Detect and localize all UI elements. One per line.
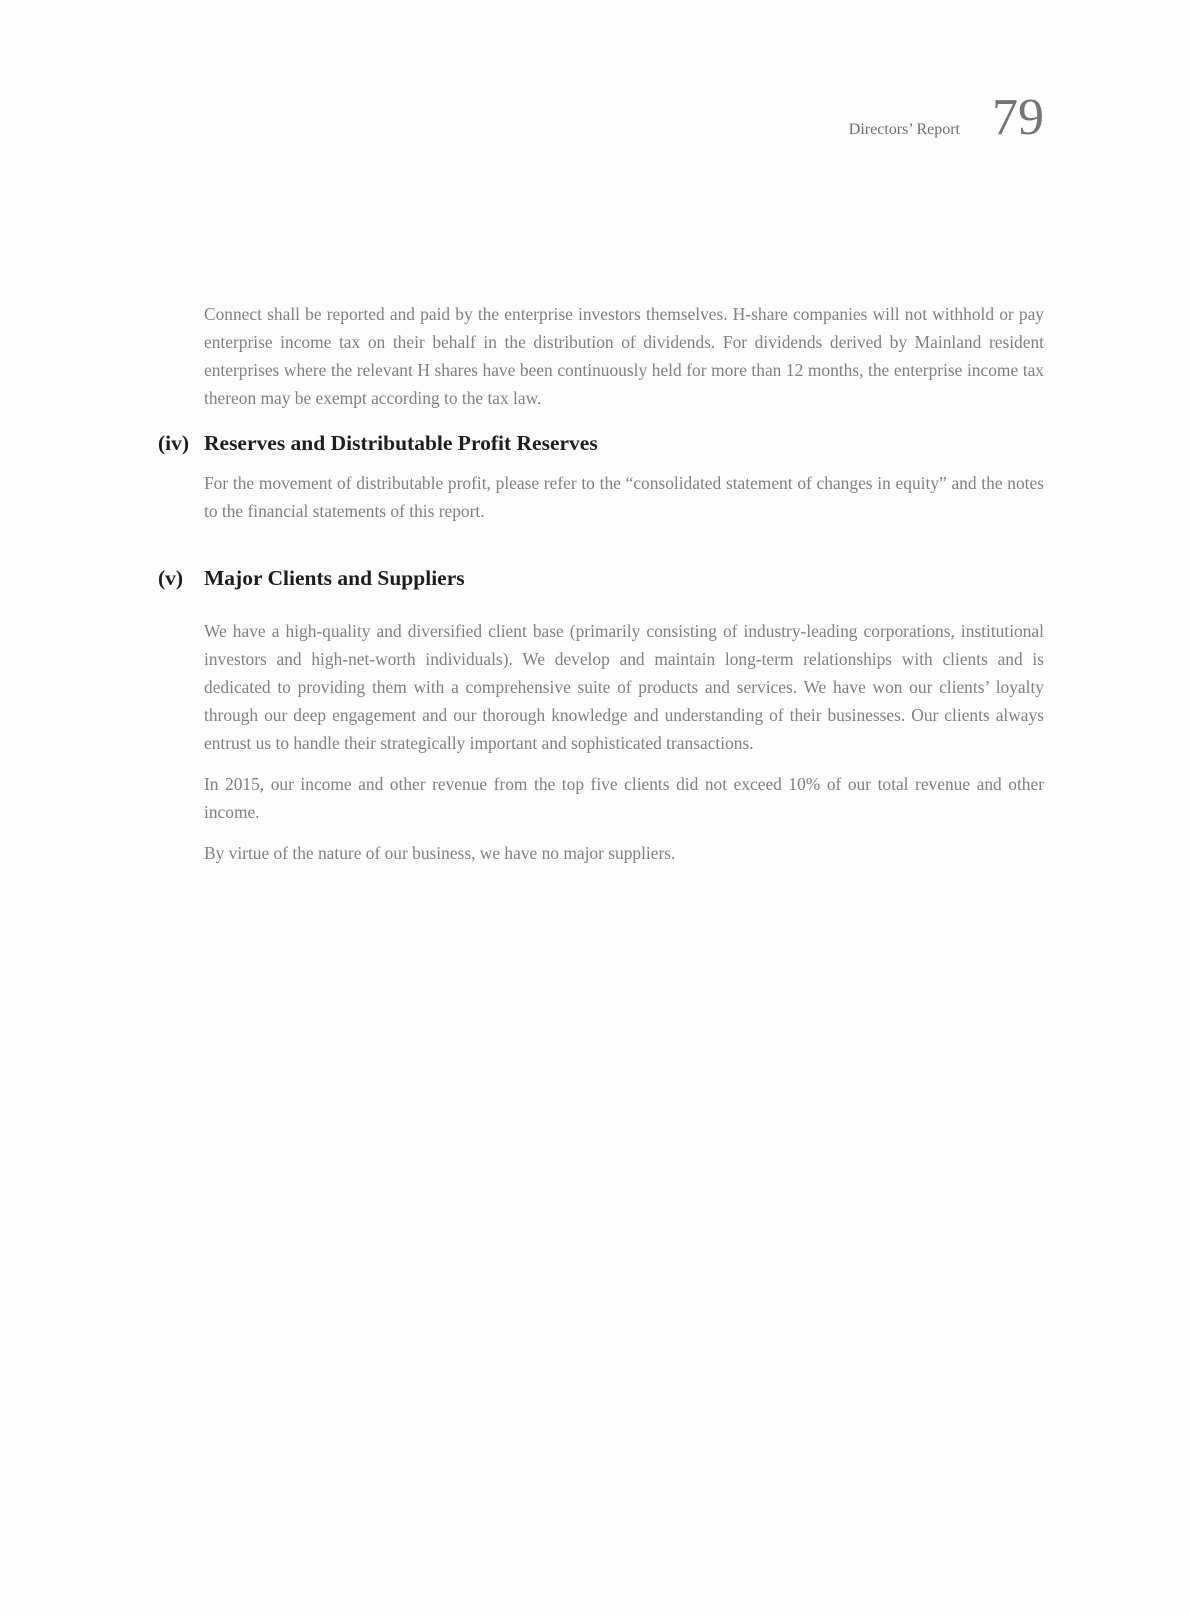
page-header — [848, 89, 1044, 146]
section-v-paragraph-2: In 2015, our income and other revenue from the top five clients did not exceed 10% of our total revenue and other income. — [204, 774, 1044, 822]
section-number-v: (v) — [158, 566, 184, 590]
page-number: 79 — [992, 89, 1044, 146]
section-heading-v — [158, 564, 1044, 592]
section-title-iv: Reserves and Distributable Profit Reserves — [204, 431, 598, 455]
report-body — [0, 300, 1190, 867]
section-heading-iv — [158, 429, 1044, 457]
section-v-paragraph-3: By virtue of the nature of our business, we have no major suppliers. — [204, 843, 676, 863]
running-header-title: Directors’ Report — [848, 121, 960, 138]
section-number-iv: (iv) — [158, 431, 190, 455]
section-title-v: Major Clients and Suppliers — [204, 566, 465, 590]
section-iv-paragraph: For the movement of distributable profit, please refer to the “consolidated statement of changes in equity” and the notes to the financial statements of this report. — [204, 473, 1044, 521]
section-v-paragraph-1: We have a high-quality and diversified client base (primarily consisting of industry-leading corporations, institutional investors and high-net-worth individuals). We develop and maintain long-term relationships with clients and is dedicated to providing them with a comprehensive suite of products and services. We have won our clients’ loyalty through our deep engagement and our thorough knowledge and understanding of their businesses. Our clients always entrust us to handle their strategically important and sophisticated transactions. — [204, 621, 1044, 753]
intro-paragraph: Connect shall be reported and paid by the enterprise investors themselves. H-share companies will not withhold or pay enterprise income tax on their behalf in the distribution of dividends. For dividends derived by Mainland resident enterprises where the relevant H shares have been continuously held for more than 12 months, the enterprise income tax thereon may be exempt according to the tax law. — [204, 304, 1044, 408]
